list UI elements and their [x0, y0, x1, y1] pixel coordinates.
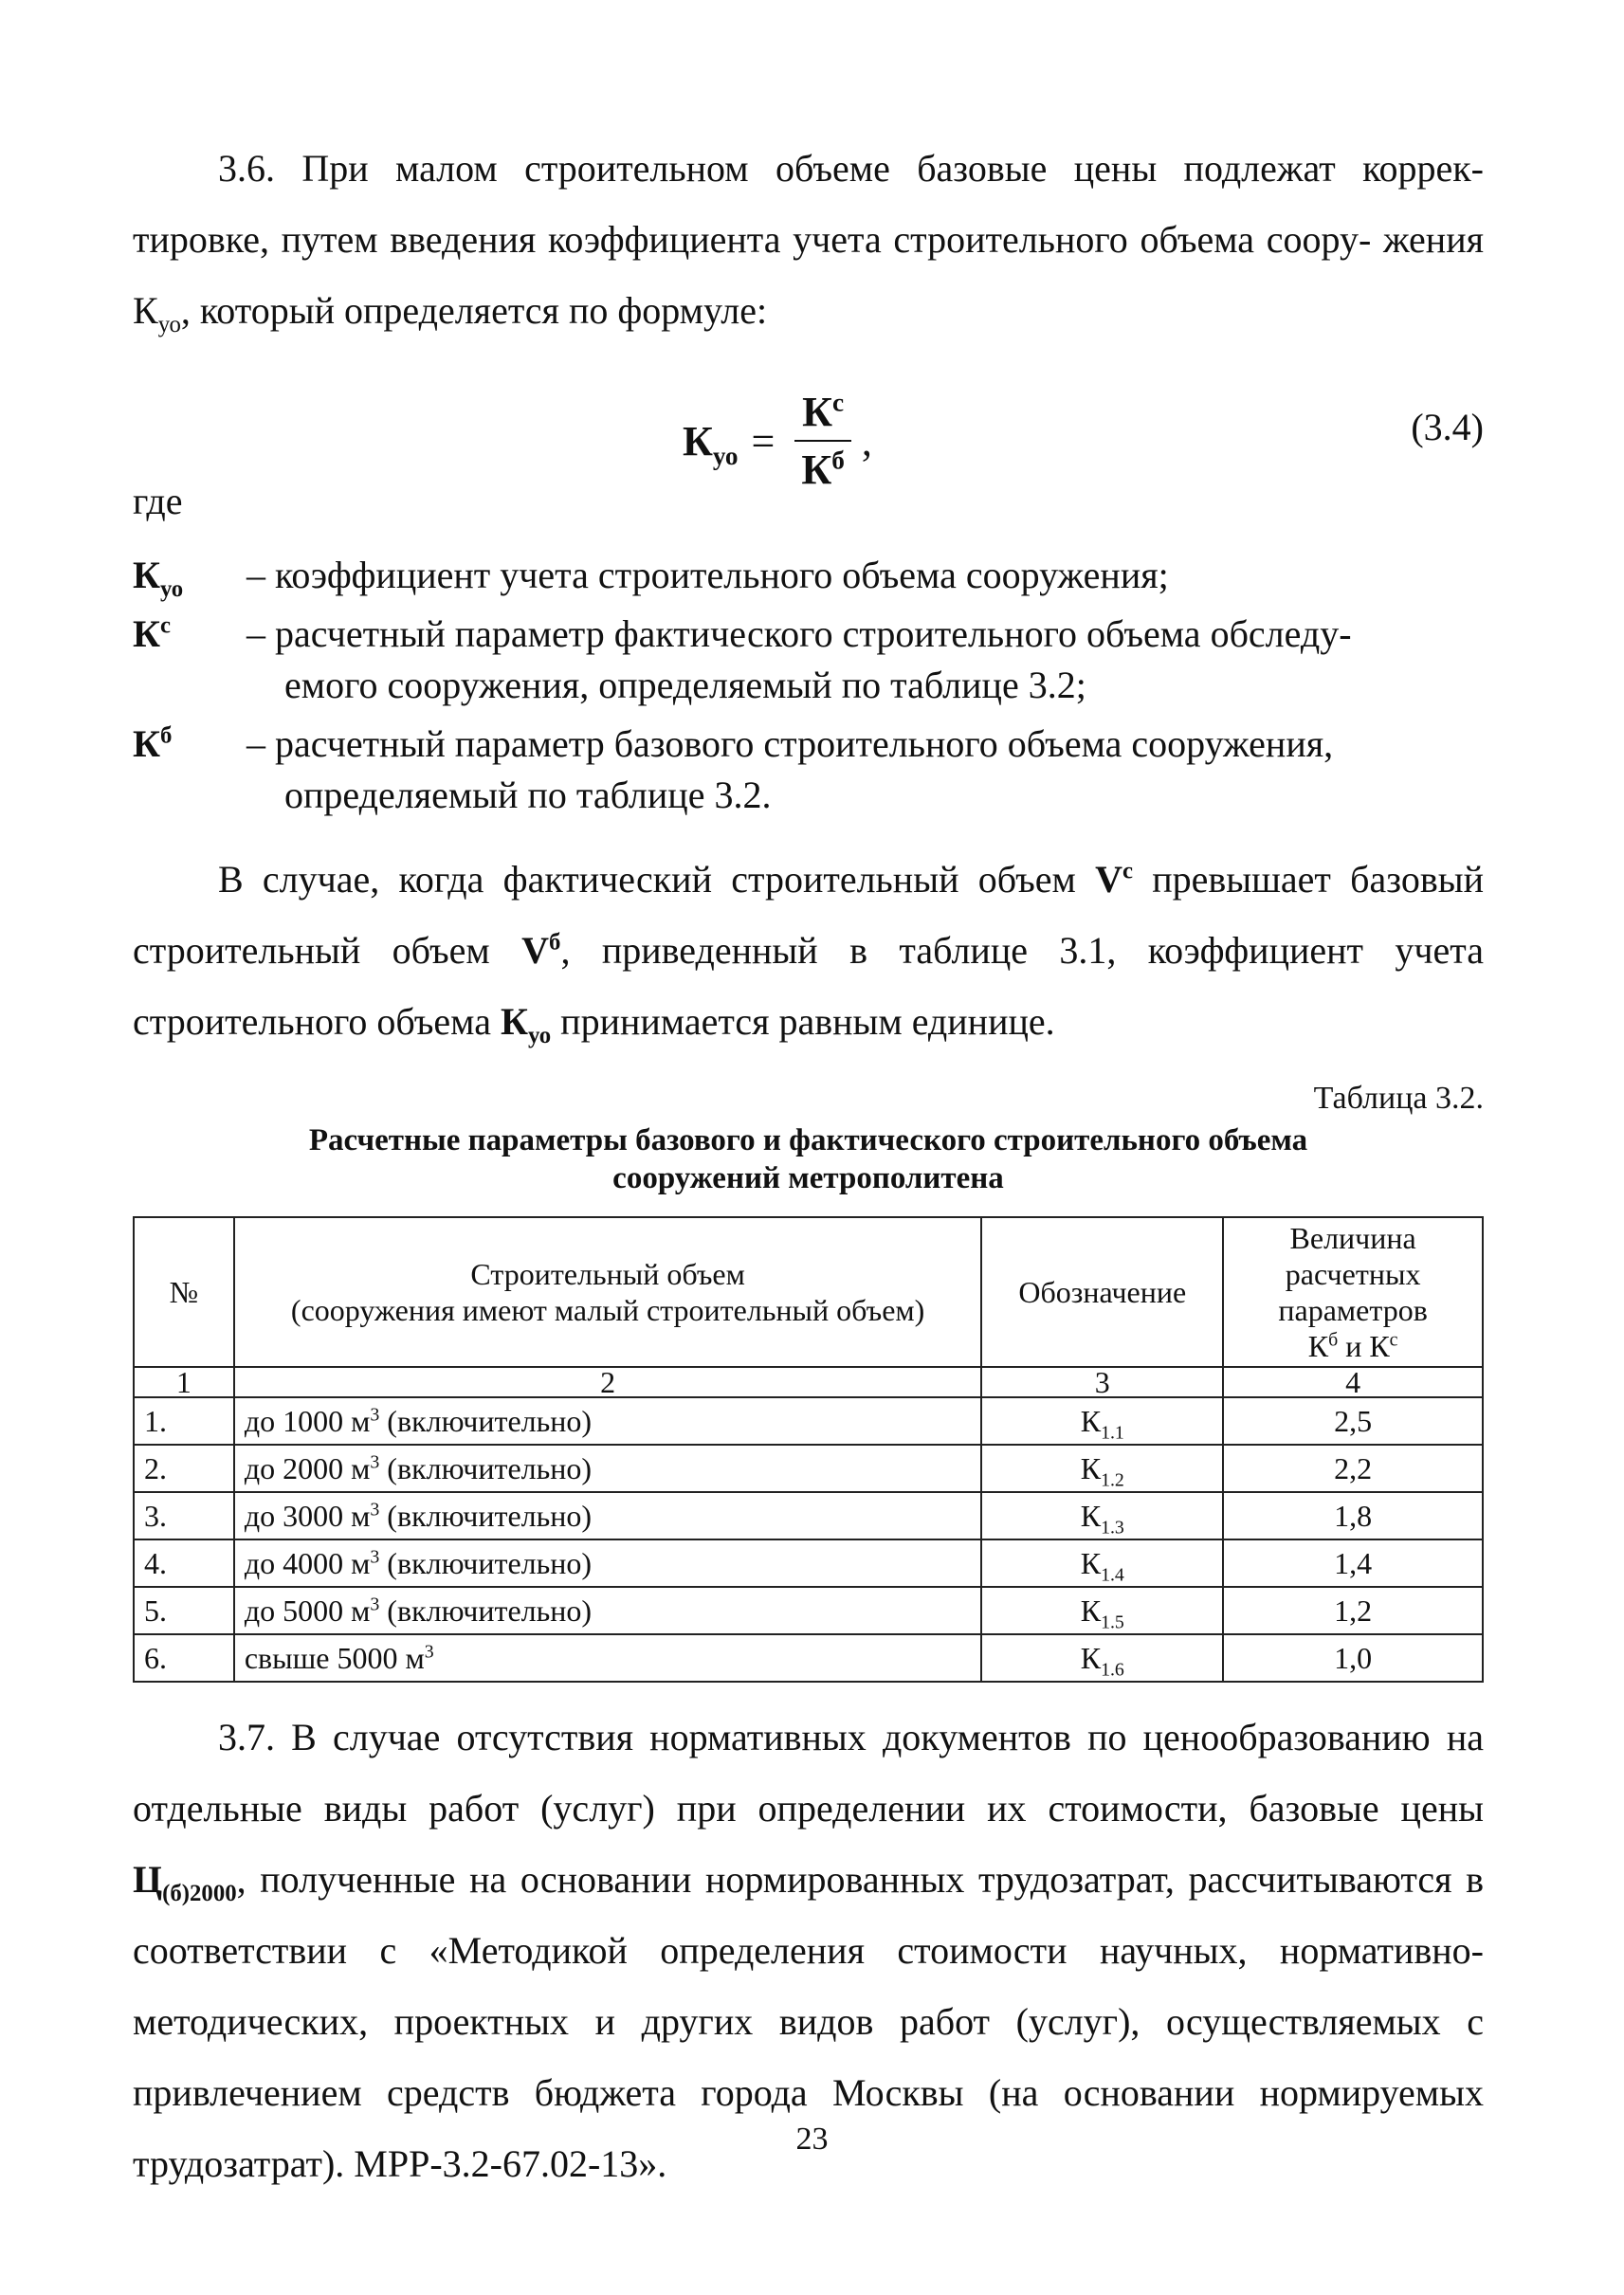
formula-fraction	[794, 388, 852, 494]
row-value: 1,8	[1223, 1492, 1483, 1539]
column-number: 1	[134, 1367, 234, 1397]
table-title-line2: сооружений метрополитена	[612, 1161, 1004, 1195]
equation-number: (3.4)	[1411, 406, 1484, 448]
definition-k-yo	[133, 550, 1484, 601]
table-row	[134, 1445, 1483, 1492]
where-label: где	[133, 480, 183, 522]
row-number: 5.	[134, 1587, 234, 1634]
table-title	[133, 1121, 1484, 1197]
formula-lhs: $К_{уо}$	[683, 417, 739, 470]
section-3-6-paragraph	[133, 133, 1484, 346]
case-paragraph: В случае, когда фактический строительный объем $V^с$ превышает базовый строительный объем $V^б$, приведенный в таблице 3.1, коэффициент учета строительного объема $К_{уо}$ принимается равным единице.	[133, 858, 1485, 1048]
row-designation: $К_{1.4}$	[981, 1539, 1223, 1587]
table-row	[134, 1539, 1483, 1587]
row-value: 2,2	[1223, 1445, 1483, 1492]
table-row	[134, 1587, 1483, 1634]
row-designation: $К_{1.5}$	[981, 1587, 1223, 1634]
section-3-6-line2: тировке, путем введения коэффициента учета строительного объема соору-	[133, 218, 1372, 261]
definition-text: – расчетный параметр базового строительного объема сооружения, определяемый по таблице 3.2.	[246, 722, 1334, 816]
row-designation: $К_{1.3}$	[981, 1492, 1223, 1539]
definitions-list	[133, 550, 1484, 829]
definition-k-c	[133, 609, 1484, 711]
row-volume: до 2000 $м^3$ (включительно)	[234, 1445, 982, 1492]
page-number: 23	[795, 2122, 829, 2157]
column-number-row	[134, 1367, 1483, 1397]
formula-numerator: $К^с$	[794, 388, 851, 442]
definition-symbol: $К_{уо}$	[133, 554, 184, 602]
table-number: Таблица 3.2.	[1313, 1081, 1484, 1116]
row-number: 1.	[134, 1397, 234, 1445]
table-title-line1: Расчетные параметры базового и фактического строительного объема	[308, 1123, 1308, 1157]
definition-k-b	[133, 719, 1484, 821]
row-designation: $К_{1.2}$	[981, 1445, 1223, 1492]
row-designation: $К_{1.6}$	[981, 1634, 1223, 1682]
row-volume: свыше 5000 $м^3$	[234, 1634, 982, 1682]
k-yo-subscript: уо	[157, 312, 181, 337]
header-designation: Обозначение	[981, 1217, 1223, 1367]
row-number: 6.	[134, 1634, 234, 1682]
header-value: Величина расчетных параметров $К^б$ и $К^с$	[1223, 1217, 1483, 1367]
definition-symbol: $К^б$	[133, 722, 173, 765]
row-value: 2,5	[1223, 1397, 1483, 1445]
row-designation: $К_{1.1}$	[981, 1397, 1223, 1445]
formula-comma: ,	[861, 417, 872, 464]
column-number: 4	[1223, 1367, 1483, 1397]
row-value: 1,4	[1223, 1539, 1483, 1587]
section-3-6-line1: 3.6. При малом строительном объеме базовые цены подлежат коррек-	[218, 147, 1484, 190]
row-volume: до 5000 $м^3$ (включительно)	[234, 1587, 982, 1634]
section-3-6-line3-pre: жения К	[133, 218, 1485, 332]
row-volume: до 1000 $м^3$ (включительно)	[234, 1397, 982, 1445]
v-c-symbol: $V^с$	[1095, 858, 1133, 901]
table-row	[134, 1397, 1483, 1445]
formula-equals: =	[751, 417, 776, 464]
header-volume: Строительный объем (сооружения имеют малый строительный объем)	[234, 1217, 982, 1367]
table-header-row	[134, 1217, 1483, 1367]
table-row	[134, 1492, 1483, 1539]
k-yo-symbol: $К_{уо}$	[500, 1000, 552, 1048]
column-number: 3	[981, 1367, 1223, 1397]
section-3-7-paragraph: 3.7. В случае отсутствия нормативных документов по ценообразованию на отдельные виды работ (услуг) при определении их стоимости, базовые цены $Ц_{(б)2000}$, полученные на основании нормированных трудозатрат, рассчитываются в соответствии с «Методикой определения стоимости научных, нормативно-методических, проектных и других видов работ (услуг), осуществляемых с привлечением средств бюджета города Москвы (на основании нормируемых трудозатрат). МРР-3.2-67.02-13».	[133, 1716, 1484, 2185]
row-number: 3.	[134, 1492, 234, 1539]
section-3-6-line3-post: , который определяется по формуле:	[180, 289, 768, 332]
column-number: 2	[234, 1367, 982, 1397]
definition-text: – коэффициент учета строительного объема сооружения;	[246, 554, 1169, 596]
parameters-table	[133, 1216, 1484, 1683]
price-symbol: $Ц_{(б)2000}$	[133, 1858, 237, 1906]
v-b-symbol: $V^б$	[521, 929, 561, 972]
row-value: 1,2	[1223, 1587, 1483, 1634]
row-number: 4.	[134, 1539, 234, 1587]
table-row	[134, 1634, 1483, 1682]
header-number: №	[134, 1217, 234, 1367]
definition-symbol: $К^с$	[133, 612, 172, 655]
definition-text: – расчетный параметр фактического строительного объема обследу- емого сооружения, определяемый по таблице 3.2;	[246, 612, 1352, 706]
row-number: 2.	[134, 1445, 234, 1492]
formula-denominator: $К^б$	[801, 446, 845, 493]
row-volume: до 4000 $м^3$ (включительно)	[234, 1539, 982, 1587]
row-volume: до 3000 $м^3$ (включительно)	[234, 1492, 982, 1539]
row-value: 1,0	[1223, 1634, 1483, 1682]
formula-3-4	[683, 374, 1024, 507]
